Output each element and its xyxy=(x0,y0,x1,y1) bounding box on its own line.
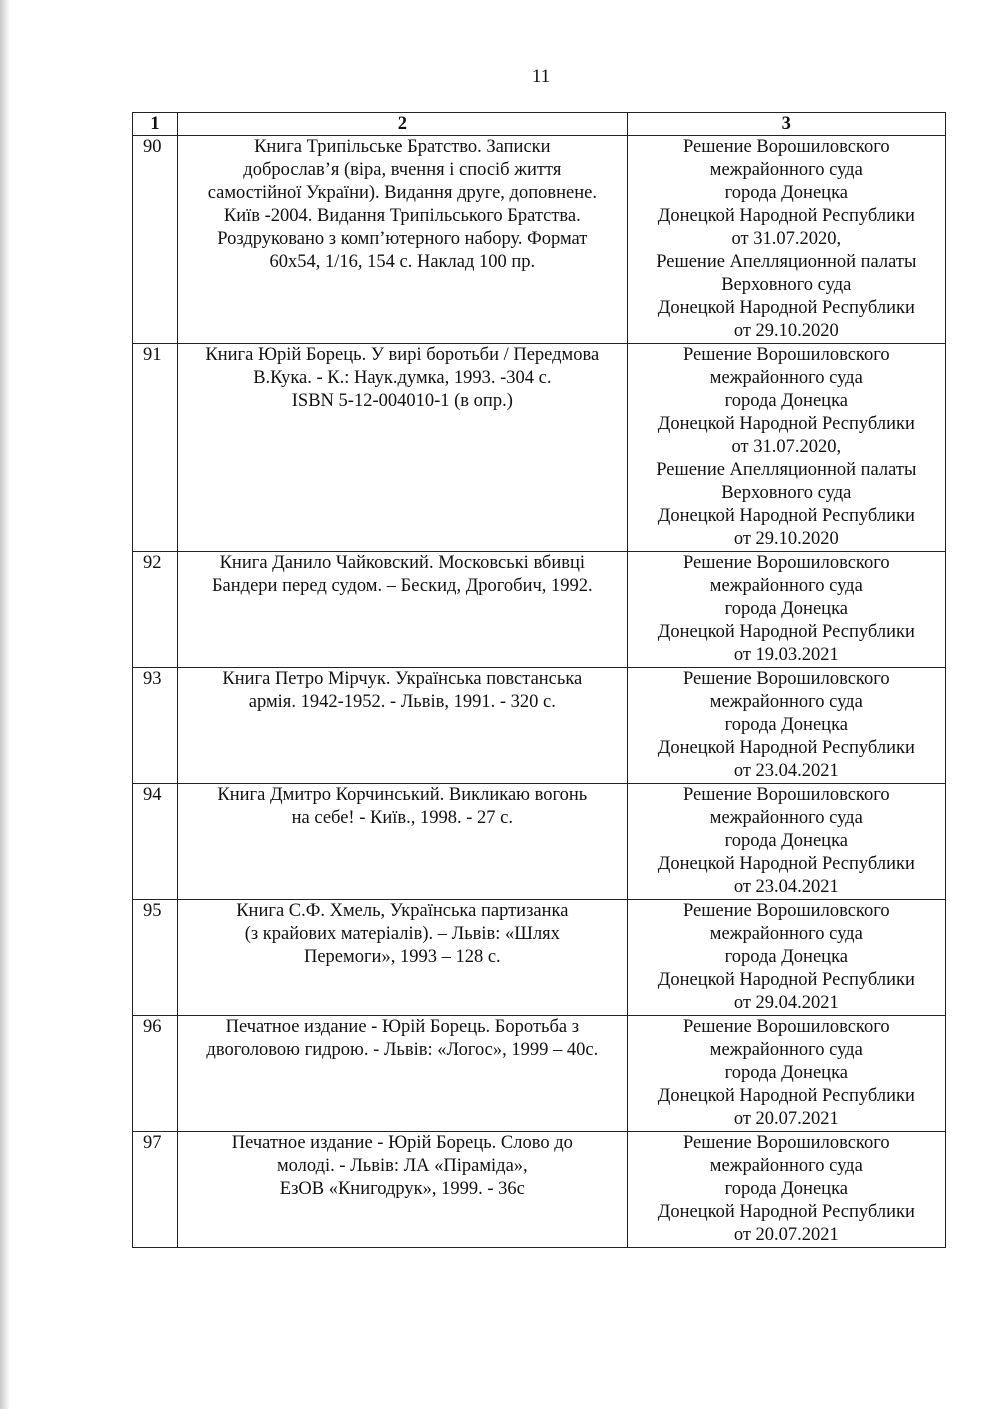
table-row xyxy=(133,1016,946,1132)
column-header-number: 1 xyxy=(133,113,178,136)
row-court-decision: Решение Ворошиловского межрайонного суда города Донецка Донецкой Народной Республики от 19.03.2021 xyxy=(627,552,945,668)
table-header-row xyxy=(133,113,946,136)
table-row xyxy=(133,784,946,900)
row-description: Печатное издание - Юрій Борець. Боротьба з двоголовою гидрою. - Львів: «Логос», 1999 – 40с. xyxy=(178,1016,628,1132)
page-edge-shadow xyxy=(0,0,10,1409)
row-court-decision: Решение Ворошиловского межрайонного суда города Донецка Донецкой Народной Республики от 23.04.2021 xyxy=(627,668,945,784)
row-number: 94 xyxy=(133,784,178,900)
row-number: 96 xyxy=(133,1016,178,1132)
table-row xyxy=(133,136,946,344)
column-header-description: 2 xyxy=(178,113,628,136)
row-court-decision: Решение Ворошиловского межрайонного суда города Донецка Донецкой Народной Республики от 29.04.2021 xyxy=(627,900,945,1016)
row-description: Книга Дмитро Корчинський. Викликаю вогонь на себе! - Київ., 1998. - 27 с. xyxy=(178,784,628,900)
row-description: Книга Петро Мірчук. Українська повстанська армія. 1942-1952. - Львів, 1991. - 320 с. xyxy=(178,668,628,784)
row-description: Книга С.Ф. Хмель, Українська партизанка (з крайових матеріалів). – Львів: «Шлях Перемоги», 1993 – 128 с. xyxy=(178,900,628,1016)
row-number: 90 xyxy=(133,136,178,344)
row-court-decision: Решение Ворошиловского межрайонного суда города Донецка Донецкой Народной Республики от 20.07.2021 xyxy=(627,1016,945,1132)
page-number: 11 xyxy=(531,66,551,87)
table-row xyxy=(133,552,946,668)
table-row xyxy=(133,900,946,1016)
document-table xyxy=(132,112,946,1248)
row-number: 93 xyxy=(133,668,178,784)
row-court-decision: Решение Ворошиловского межрайонного суда города Донецка Донецкой Народной Республики от 31.07.2020, Решение Апелляционной палаты Верховного суда Донецкой Народной Республики от 29.10.2020 xyxy=(627,344,945,552)
table-row xyxy=(133,668,946,784)
row-number: 92 xyxy=(133,552,178,668)
row-description: Печатное издание - Юрій Борець. Слово до молоді. - Львів: ЛА «Піраміда», ЕзОВ «Книгодрук», 1999. - 36с xyxy=(178,1132,628,1248)
row-number: 97 xyxy=(133,1132,178,1248)
row-court-decision: Решение Ворошиловского межрайонного суда города Донецка Донецкой Народной Республики от 31.07.2020, Решение Апелляционной палаты Верховного суда Донецкой Народной Республики от 29.10.2020 xyxy=(627,136,945,344)
table-row xyxy=(133,1132,946,1248)
row-number: 95 xyxy=(133,900,178,1016)
row-description: Книга Трипільське Братство. Записки доброслав’я (віра, вчення і спосіб життя самостійної України). Видання друге, доповнене. Київ -2004. Видання Трипільського Братства. Роздруковано з комп’ютерного набору. Формат 60х54, 1/16, 154 с. Наклад 100 пр. xyxy=(178,136,628,344)
table-row xyxy=(133,344,946,552)
row-court-decision: Решение Ворошиловского межрайонного суда города Донецка Донецкой Народной Республики от 20.07.2021 xyxy=(627,1132,945,1248)
row-number: 91 xyxy=(133,344,178,552)
row-description: Книга Данило Чайковский. Московські вбивці Бандери перед судом. – Бескид, Дрогобич, 1992. xyxy=(178,552,628,668)
row-description: Книга Юрій Борець. У вирі боротьби / Передмова В.Кука. - К.: Наук.думка, 1993. -304 с. ISBN 5-12-004010-1 (в опр.) xyxy=(178,344,628,552)
column-header-court-decision: 3 xyxy=(627,113,945,136)
row-court-decision: Решение Ворошиловского межрайонного суда города Донецка Донецкой Народной Республики от 23.04.2021 xyxy=(627,784,945,900)
